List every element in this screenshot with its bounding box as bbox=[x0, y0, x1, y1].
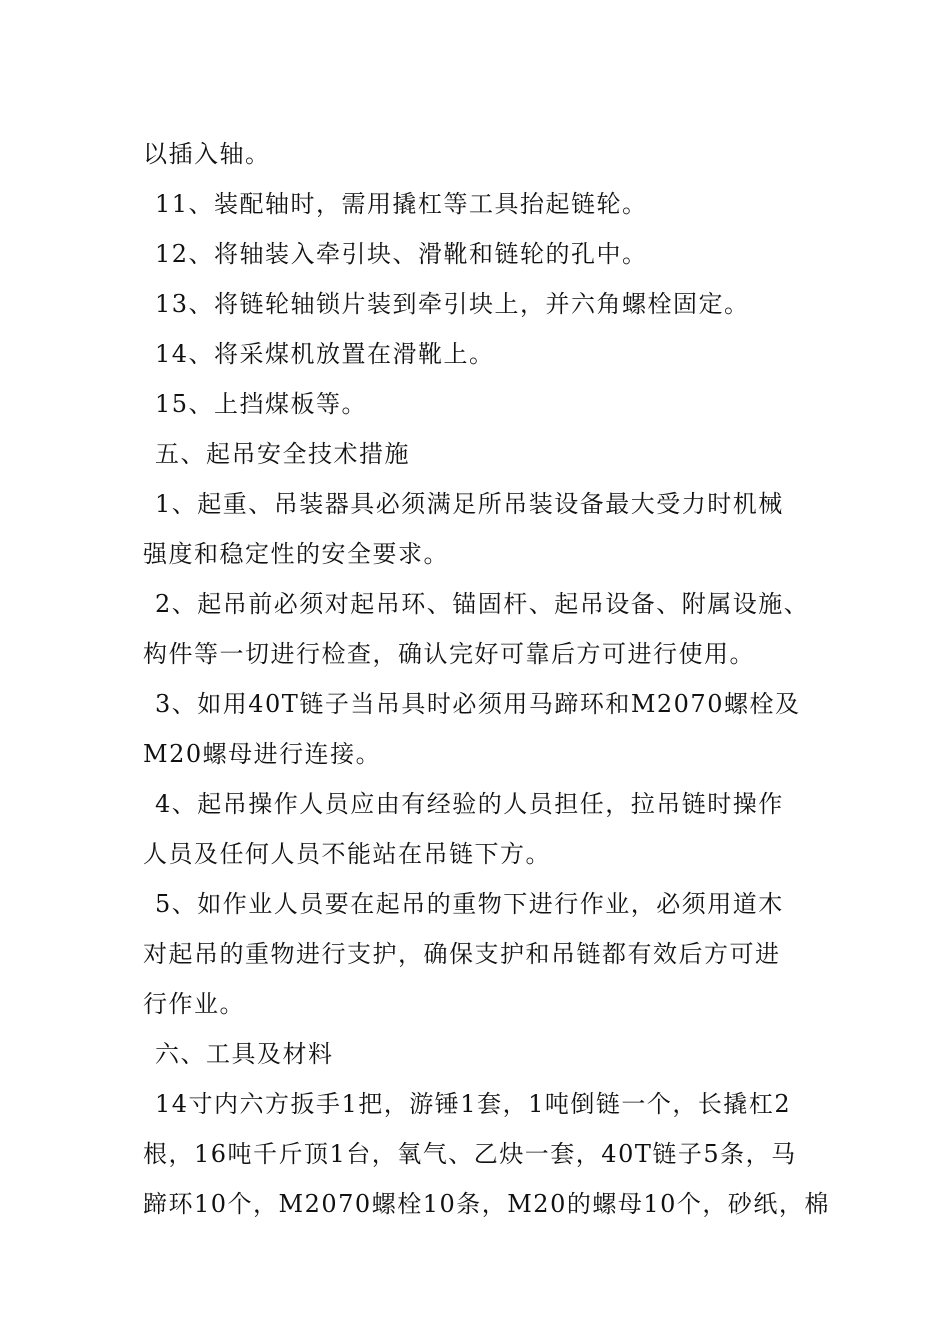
safety-item-3-cont: M20螺母进行连接。 bbox=[143, 740, 382, 768]
tools-list-cont: 根，16吨千斤顶1台，氧气、乙炔一套，40T链子5条，马 bbox=[143, 1140, 797, 1168]
safety-item-5: 5、如作业人员要在起吊的重物下进行作业，必须用道木 bbox=[155, 890, 784, 918]
safety-item-1: 1、起重、吊装器具必须满足所吊装设备最大受力时机械 bbox=[155, 490, 784, 518]
safety-item-4-cont: 人员及任何人员不能站在吊链下方。 bbox=[143, 840, 551, 868]
step-15: 15、上挡煤板等。 bbox=[155, 390, 368, 418]
section-heading-5: 五、起吊安全技术措施 bbox=[155, 440, 410, 468]
step-13: 13、将链轮轴锁片装到牵引块上，并六角螺栓固定。 bbox=[155, 290, 750, 318]
step-11: 11、装配轴时，需用撬杠等工具抬起链轮。 bbox=[155, 190, 648, 218]
safety-item-4: 4、起吊操作人员应由有经验的人员担任，拉吊链时操作 bbox=[155, 790, 784, 818]
step-12: 12、将轴装入牵引块、滑靴和链轮的孔中。 bbox=[155, 240, 648, 268]
safety-item-5-cont: 对起吊的重物进行支护，确保支护和吊链都有效后方可进 bbox=[143, 940, 781, 968]
step-14: 14、将采煤机放置在滑靴上。 bbox=[155, 340, 495, 368]
safety-item-1-cont: 强度和稳定性的安全要求。 bbox=[143, 540, 449, 568]
safety-item-5-cont-2: 行作业。 bbox=[143, 990, 245, 1018]
section-heading-6: 六、工具及材料 bbox=[155, 1040, 334, 1068]
safety-item-3: 3、如用40T链子当吊具时必须用马蹄环和M2070螺栓及 bbox=[155, 690, 801, 718]
text-line: 以插入轴。 bbox=[143, 140, 271, 168]
tools-list: 14寸内六方扳手1把，游锤1套，1吨倒链一个，长撬杠2 bbox=[155, 1090, 792, 1118]
safety-item-2-cont: 构件等一切进行检查，确认完好可靠后方可进行使用。 bbox=[143, 640, 755, 668]
tools-list-cont-2: 蹄环10个，M2070螺栓10条，M20的螺母10个，砂纸，棉 bbox=[143, 1190, 830, 1218]
safety-item-2: 2、起吊前必须对起吊环、锚固杆、起吊设备、附属设施、 bbox=[155, 590, 810, 618]
